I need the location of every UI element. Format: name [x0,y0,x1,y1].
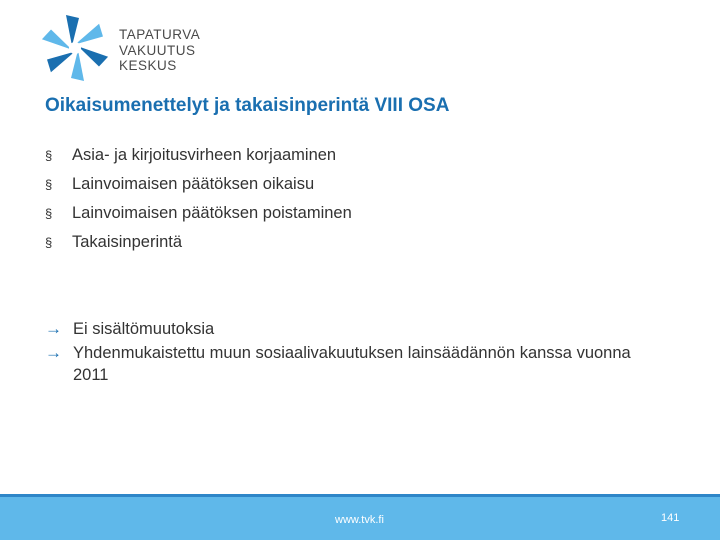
bullet-icon: § [45,206,53,221]
bullet-icon: § [45,235,53,250]
arrow-right-icon: → [45,319,62,338]
tvk-star-logo-icon [40,13,110,83]
arrow-right-icon: → [45,343,62,362]
arrow-item [45,342,653,386]
arrow-item [45,318,653,340]
list-item [45,146,352,175]
bullet-icon: § [45,148,53,163]
logo-wordmark [119,27,200,74]
company-logo [40,13,230,83]
slide-title: Oikaisumenettelyt ja takaisinperintä VIII OSA [45,95,450,116]
arrow-list [45,318,653,388]
logo-line: VAKUUTUS [119,42,196,58]
bullet-list [45,146,352,262]
footer-divider [0,494,720,497]
list-item-text: Lainvoimaisen päätöksen oikaisu [72,175,315,193]
arrow-item-text: Ei sisältömuutoksia [73,320,215,338]
footer-url-link[interactable]: www.tvk.fi [335,514,384,526]
list-item-text: Takaisinperintä [72,233,183,251]
list-item [45,175,352,204]
logo-line: TAPATURVA [119,27,201,42]
list-item [45,204,352,233]
logo-line: KESKUS [119,58,177,73]
list-item-text: Lainvoimaisen päätöksen poistaminen [72,204,352,222]
arrow-item-text: Yhdenmukaistettu muun sosiaalivakuutuksen lainsäädännön kanssa vuonna 2011 [73,344,631,384]
bullet-icon: § [45,177,53,192]
list-item [45,233,352,262]
list-item-text: Asia- ja kirjoitusvirheen korjaaminen [72,146,337,164]
page-number: 141 [661,512,680,524]
